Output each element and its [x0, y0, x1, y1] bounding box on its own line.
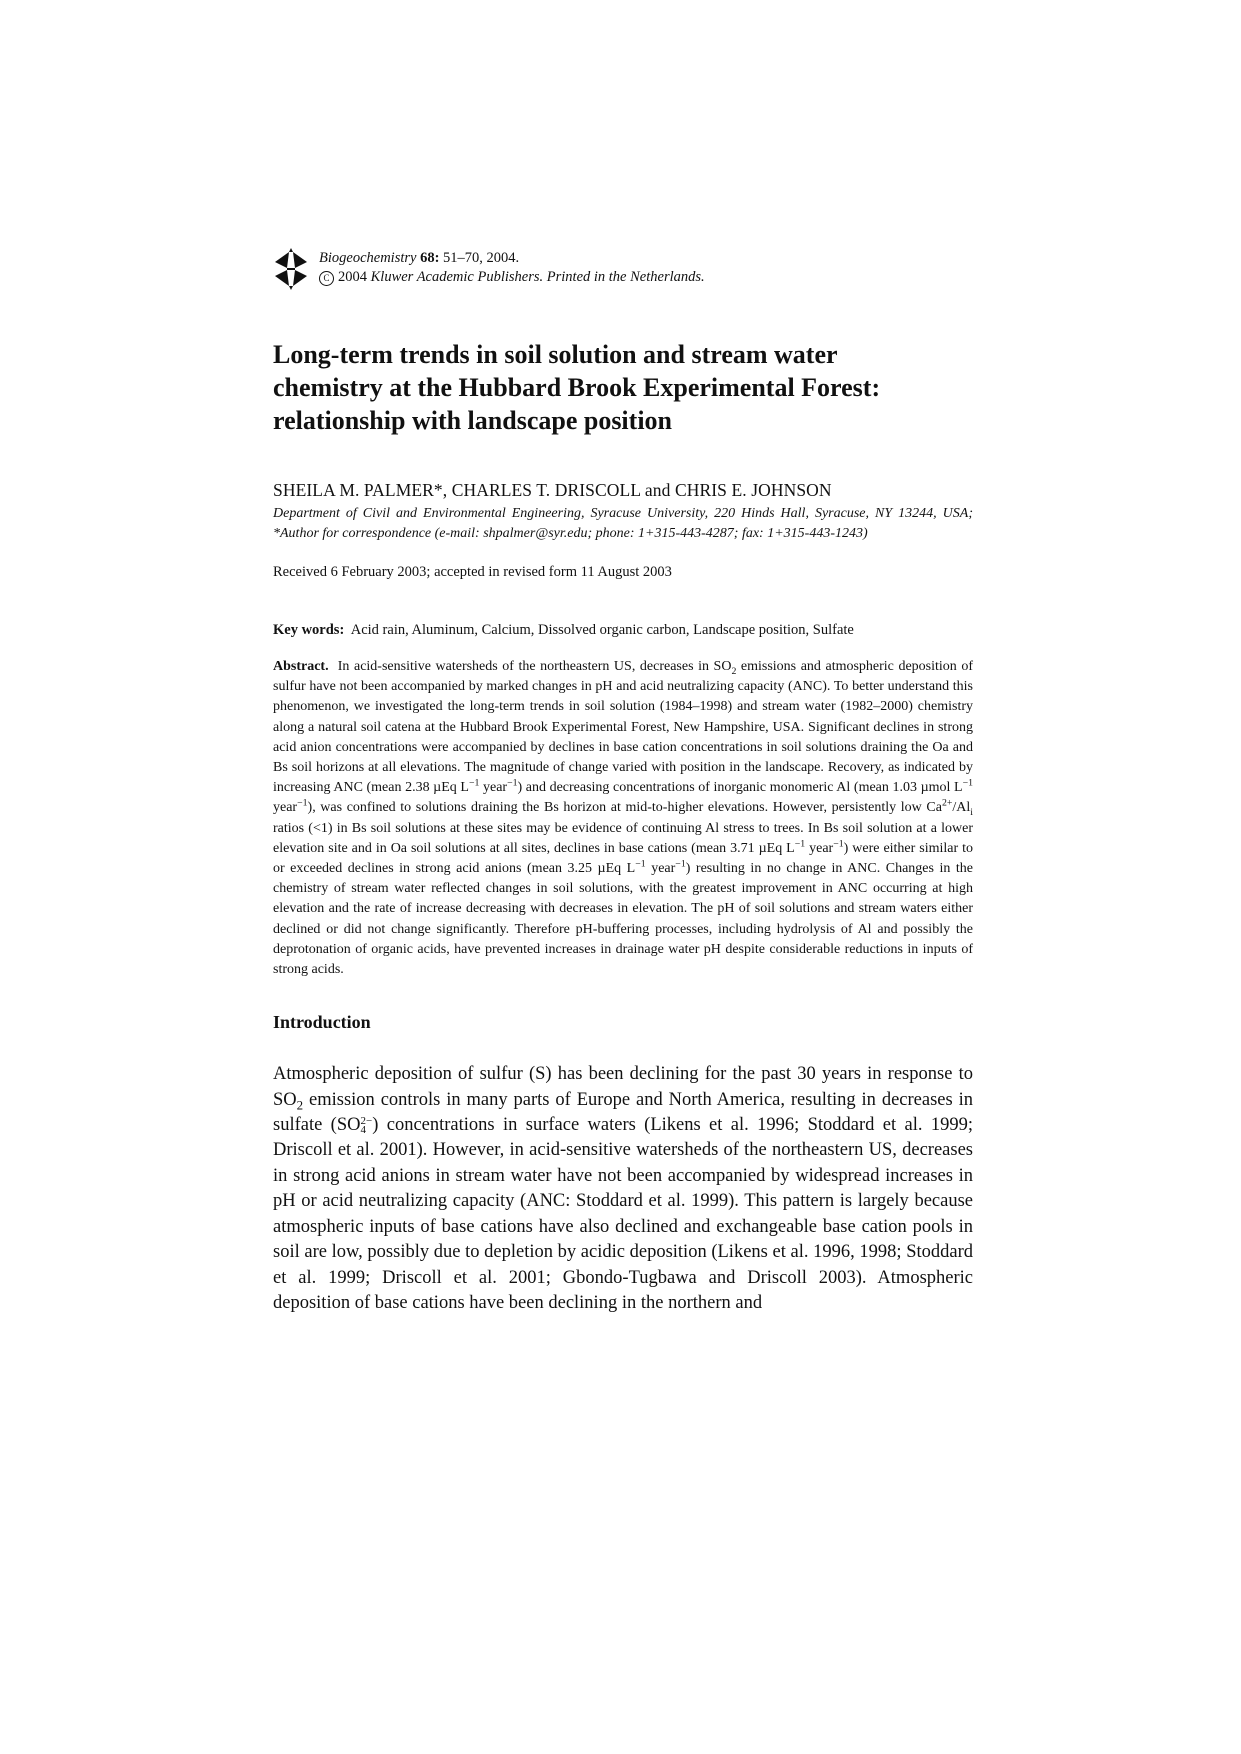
copyright-year: 2004: [338, 269, 367, 285]
abstract-superscript: −1: [675, 858, 686, 870]
author-affiliation: Department of Civil and Environmental Engineering, Syracuse University, 220 Hinds Hall, Syracuse, NY 13244, USA; *Author for correspondence (e-mail: shpalmer@syr.edu; phone: 1+315-443-4287; fax: 1+315-443-1243): [273, 506, 973, 541]
section-heading-introduction: Introduction: [273, 1012, 371, 1033]
abstract-text: /Al: [952, 800, 971, 816]
abstract-superscript: 2+: [941, 797, 953, 809]
body-subscript: 4: [360, 1123, 366, 1136]
abstract-superscript: −1: [794, 838, 806, 850]
keywords: [273, 620, 973, 640]
journal-header: [273, 246, 973, 292]
journal-citation: [319, 249, 705, 287]
abstract-text: ratios (<1) in Bs soil solutions at these sites may be evidence of continuing Al stress to trees. In Bs soil solution at a lower elevation site and in Oa soil solutions at all sites, declines in base cations (mean 3.71 µEq L: [273, 820, 973, 856]
body-text: ) concentrations in surface waters (Likens et al. 1996; Stoddard et al. 1999; Driscoll et al. 2001). However, in acid-sensitive watersheds of the northeastern US, decreases in strong acid anions in stream water have not been accompanied by widespread increases in pH or acid neutralizing capacity (ANC: Stoddard et al. 1999). This pattern is largely because atmospheric inputs of base cations have also declined and exchangeable base cation pools in soil are low, possibly due to depletion by acidic deposition (Likens et al. 1996, 1998; Stoddard et al. 1999; Driscoll et al. 2001; Gbondo-Tugbawa and Driscoll 2003). Atmospheric deposition of base cations have been declining in the northern and: [273, 1115, 974, 1313]
abstract-superscript: −1: [833, 838, 844, 850]
body-subscript: 2: [296, 1097, 304, 1113]
copyright-icon: C: [319, 271, 334, 286]
received-dates: Received 6 February 2003; accepted in revised form 11 August 2003: [273, 564, 672, 580]
introduction-paragraph: [273, 1062, 973, 1316]
author-list: SHEILA M. PALMER*, CHARLES T. DRISCOLL and CHRIS E. JOHNSON: [273, 480, 832, 500]
body-text: Atmospheric deposition of sulfur (S) has been declining for the past 30 years in response to SO: [273, 1064, 973, 1110]
journal-line-2: [319, 268, 705, 287]
publisher-logo-icon: [273, 248, 309, 290]
page: [273, 246, 973, 1316]
abstract-subscript: i: [970, 807, 973, 819]
abstract-text: ) resulting in no change in ANC. Changes in the chemistry of stream water reflected changes in soil solutions, with the greatest improvement in ANC occurring at high elevation and the rate of increase decreasing with decreases in elevation. The pH of soil solutions and stream waters either declined or did not change significantly. Therefore pH-buffering processes, including hydrolysis of Al and possibly the deprotonation of organic acids, have prevented increases in drainage water pH despite considerable reductions in inputs of strong acids.: [273, 861, 974, 978]
abstract-text: ) were either similar to or exceeded declines in strong acid anions (mean 3.25 µEq L: [273, 840, 973, 877]
abstract-subscript: 2: [731, 665, 737, 677]
abstract-superscript: −1: [297, 797, 308, 809]
abstract-text: In acid-sensitive watersheds of the northeastern US, decreases in SO: [337, 659, 732, 674]
article-title: Long-term trends in soil solution and stream water chemistry at the Hubbard Brook Experimental Forest: relationship with landscape position: [273, 340, 881, 435]
abstract: [273, 657, 973, 980]
abstract-text: ) and decreasing concentrations of inorganic monomeric Al (mean 1.03 µmol L: [517, 780, 963, 796]
abstract-superscript: −1: [468, 777, 480, 789]
journal-pages-year: 51–70, 2004.: [439, 250, 520, 266]
abstract-text: year: [645, 861, 676, 877]
keywords-text: Acid rain, Aluminum, Calcium, Dissolved organic carbon, Landscape position, Sulfate: [350, 622, 854, 638]
publisher-line: Kluwer Academic Publishers. Printed in the Netherlands.: [370, 269, 705, 285]
abstract-label: Abstract.: [273, 659, 329, 674]
abstract-text: emissions and atmospheric deposition of sulfur have not been accompanied by marked changes in pH and acid neutralizing capacity (ANC). To better understand this phenomenon, we investigated the long-term trends in soil solution (1984–1998) and stream water (1982–2000) chemistry along a natural soil catena at the Hubbard Brook Experimental Forest, New Hampshire, USA. Significant declines in strong acid anion concentrations were accompanied by declines in base cation concentrations in soil solutions draining the Oa and Bs soil horizons at all elevations. The magnitude of change varied with position in the landscape. Recovery, as indicated by increasing ANC (mean 2.38 µEq L: [273, 659, 974, 796]
body-text: emission controls in many parts of Europe and North America, resulting in decreases in sulfate (SO: [273, 1089, 973, 1136]
abstract-text: year: [805, 840, 834, 856]
abstract-superscript: −1: [507, 777, 518, 789]
abstract-superscript: −1: [635, 858, 646, 870]
sulfate-formula-scripts: [360, 1114, 373, 1136]
journal-volume: 68:: [420, 250, 440, 266]
abstract-superscript: −1: [962, 777, 974, 789]
journal-name: Biogeochemistry: [319, 250, 417, 266]
keywords-label: Key words:: [273, 622, 345, 638]
abstract-text: year: [273, 800, 298, 816]
body-superscript: 2−: [360, 1114, 373, 1127]
abstract-text: year: [479, 780, 508, 796]
abstract-text: ), was confined to solutions draining the Bs horizon at mid-to-higher elevations. However, persistently low Ca: [307, 800, 942, 816]
journal-line-1: [319, 249, 705, 268]
